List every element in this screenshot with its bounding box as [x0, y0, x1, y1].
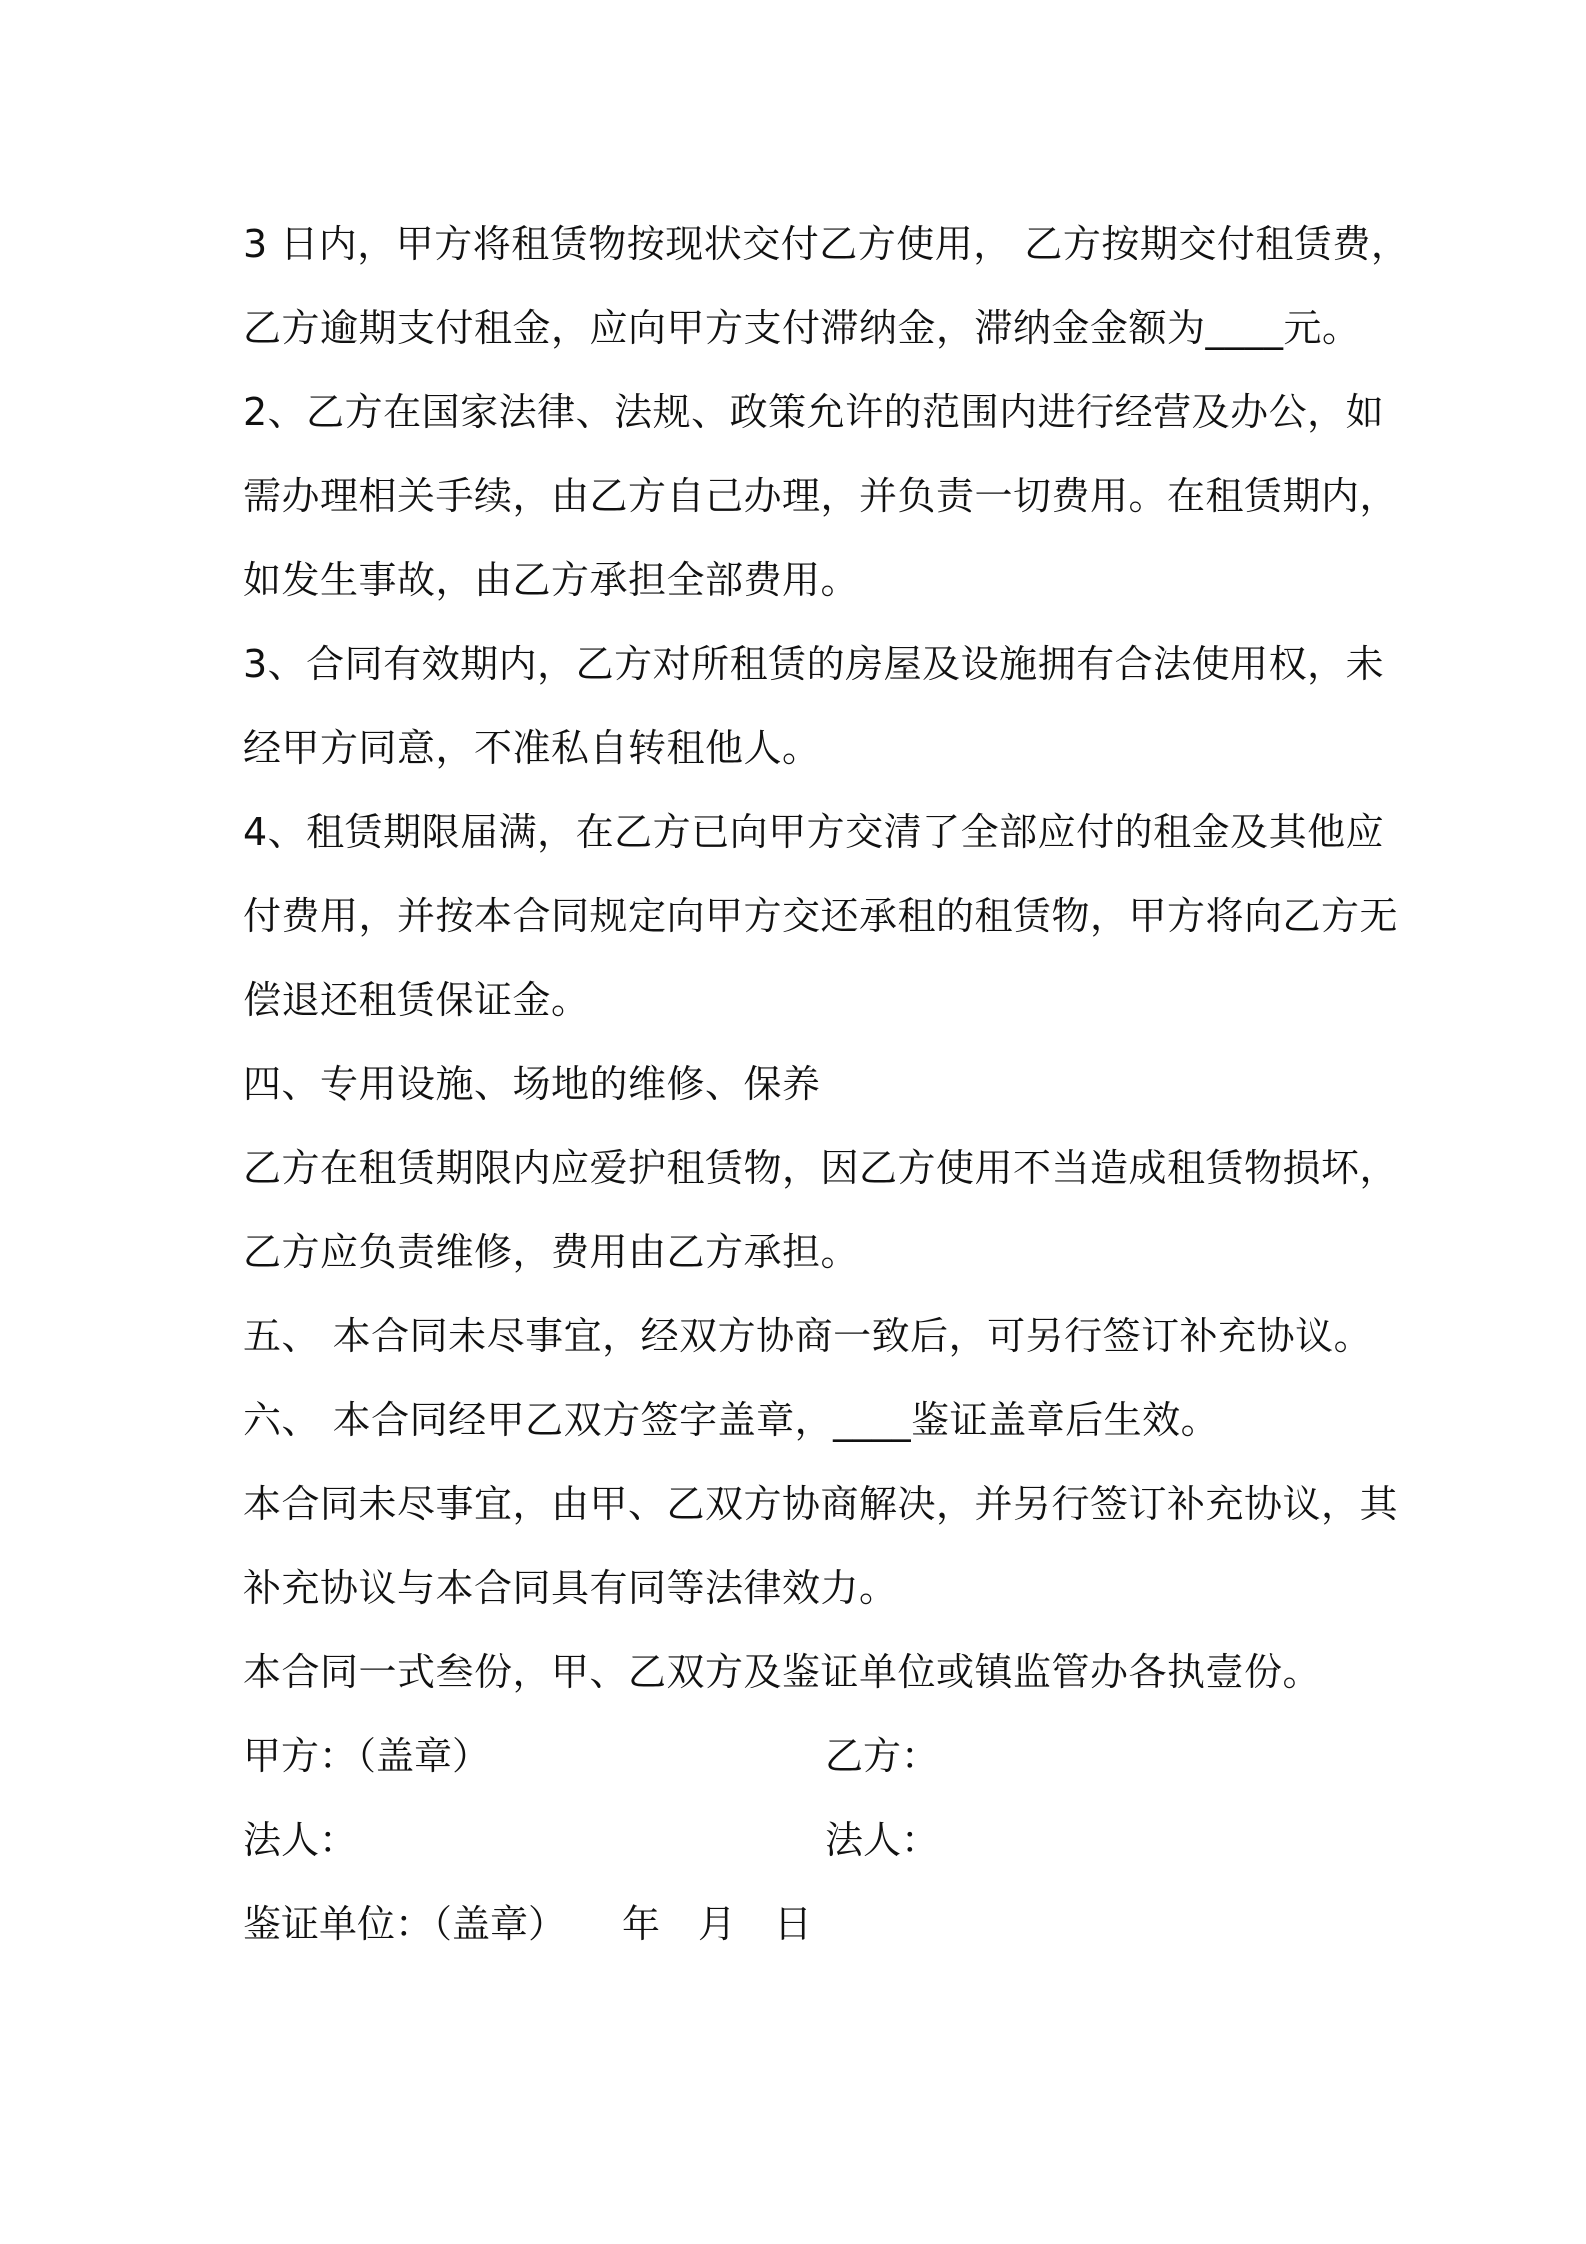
- signature-row-legal: [243, 1798, 1353, 1882]
- text-line: 本合同未尽事宜，由甲、乙双方协商解决，并另行签订补充协议，其: [243, 1482, 1399, 1526]
- witness-label: 鉴证单位：（盖章）: [243, 1902, 567, 1946]
- text-line: 乙方在租赁期限内应爱护租赁物，因乙方使用不当造成租赁物损坏，: [243, 1146, 1399, 1190]
- party-b-signature-label: 乙方：: [825, 1734, 940, 1778]
- text-line: 乙方逾期支付租金，应向甲方支付滞纳金，滞纳金金额为____元。: [243, 306, 1361, 350]
- text-line: 偿退还租赁保证金。: [243, 978, 590, 1022]
- witness-date-row: [243, 1882, 1353, 1966]
- day-label: 日: [774, 1902, 813, 1946]
- document-body: [243, 202, 1410, 1966]
- section-heading: 四、专用设施、场地的维修、保养: [243, 1062, 821, 1106]
- text-line: 3 日内，甲方将租赁物按现状交付乙方使用， 乙方按期交付租赁费，: [243, 222, 1410, 266]
- text-line: 需办理相关手续，由乙方自己办理，并负责一切费用。在租赁期内，: [243, 474, 1399, 518]
- text-line: 本合同一式叁份，甲、乙双方及鉴证单位或镇监管办各执壹份。: [243, 1650, 1322, 1694]
- year-label: 年: [622, 1902, 661, 1946]
- party-a-legal-label: 法人：: [243, 1818, 358, 1862]
- party-b-legal-label: 法人：: [825, 1818, 940, 1862]
- text-line: 4、租赁期限届满，在乙方已向甲方交清了全部应付的租金及其他应: [243, 810, 1385, 854]
- text-line: 付费用，并按本合同规定向甲方交还承租的租赁物，甲方将向乙方无: [243, 894, 1399, 938]
- text-line: 补充协议与本合同具有同等法律效力。: [243, 1566, 898, 1610]
- month-label: 月: [698, 1902, 737, 1946]
- text-line: 经甲方同意，不准私自转租他人。: [243, 726, 821, 770]
- text-line: 2、乙方在国家法律、法规、政策允许的范围内进行经营及办公，如: [243, 390, 1385, 434]
- text-line: 3、合同有效期内，乙方对所租赁的房屋及设施拥有合法使用权，未: [243, 642, 1385, 686]
- party-a-signature-label: 甲方：（盖章）: [243, 1734, 491, 1778]
- section-item: 六、 本合同经甲乙双方签字盖章，____鉴证盖章后生效。: [243, 1398, 1220, 1442]
- section-item: 五、 本合同未尽事宜，经双方协商一致后，可另行签订补充协议。: [243, 1314, 1373, 1358]
- text-line: 乙方应负责维修，费用由乙方承担。: [243, 1230, 860, 1274]
- text-line: 如发生事故，由乙方承担全部费用。: [243, 558, 860, 602]
- signature-row-parties: [243, 1714, 1353, 1798]
